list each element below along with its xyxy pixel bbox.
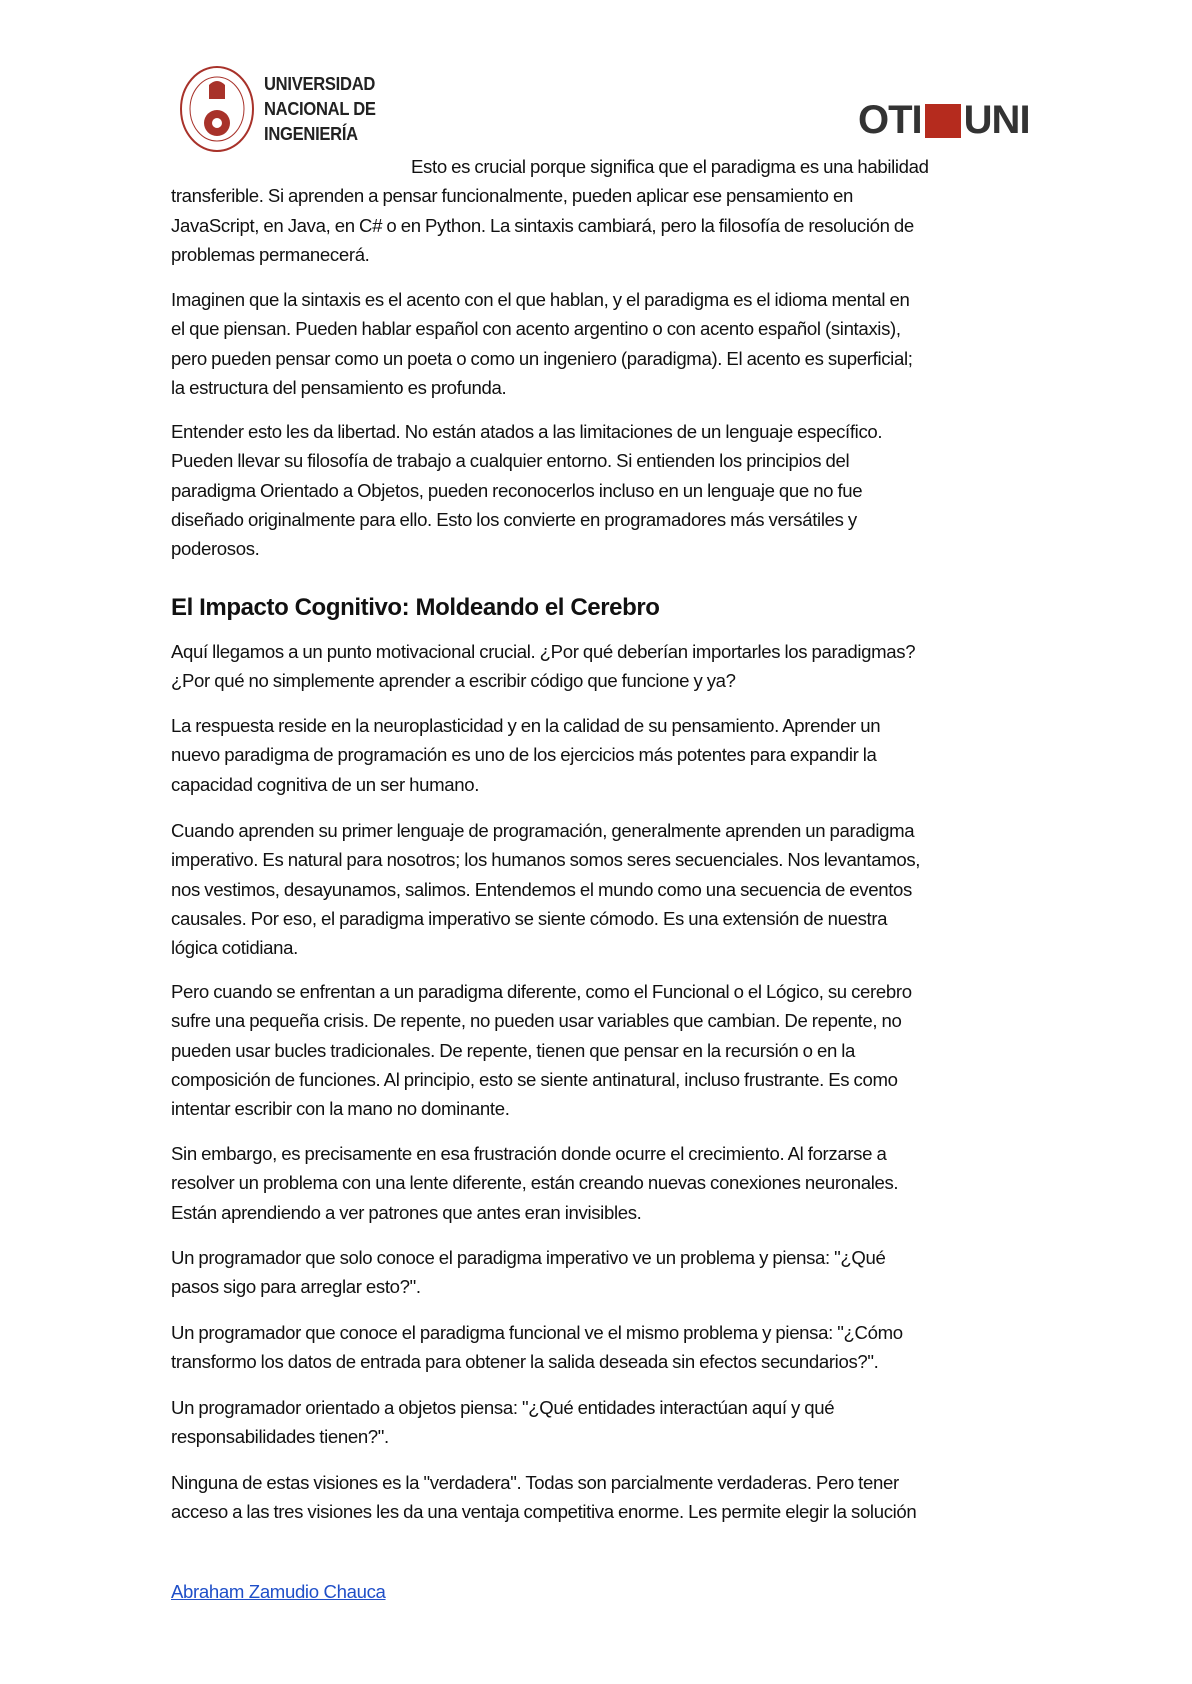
university-name-line: INGENIERÍA bbox=[264, 124, 358, 144]
text-line: pueden usar bucles tradicionales. De repente, tienen que pensar en la recursión o en la bbox=[171, 1039, 856, 1061]
paragraph bbox=[171, 1139, 1031, 1227]
text-line: Un programador que solo conoce el paradigma imperativo ve un problema y piensa: "¿Qué bbox=[171, 1247, 886, 1268]
text-line: Cuando aprenden su primer lenguaje de programación, generalmente aprenden un paradigma bbox=[171, 820, 915, 841]
paragraph bbox=[171, 417, 1031, 563]
author-link[interactable]: Abraham Zamudio Chauca bbox=[171, 1581, 386, 1602]
section-heading: El Impacto Cognitivo: Moldeando el Cerebro bbox=[171, 594, 660, 621]
oti-logo-text: OTI bbox=[858, 98, 922, 142]
text-line: transferible. Si aprenden a pensar funcionalmente, pueden aplicar ese pensamiento en bbox=[171, 185, 853, 207]
text-line: problemas permanecerá. bbox=[171, 243, 370, 265]
paragraph bbox=[171, 1468, 1031, 1527]
text-line: imperativo. Es natural para nosotros; los humanos somos seres secuenciales. Nos levantamos, bbox=[171, 849, 921, 871]
text-line: capacidad cognitiva de un ser humano. bbox=[171, 773, 480, 795]
paragraph bbox=[171, 711, 1031, 799]
university-name-line: UNIVERSIDAD bbox=[264, 74, 376, 94]
oti-uni-logo bbox=[858, 98, 1030, 143]
text-line: pasos sigo para arreglar esto?". bbox=[171, 1276, 421, 1298]
text-line: nos vestimos, desayunamos, salimos. Entendemos el mundo como una secuencia de eventos bbox=[171, 878, 912, 900]
text-line: Pueden llevar su filosofía de trabajo a cualquier entorno. Si entienden los principios del bbox=[171, 450, 850, 472]
text-line: Sin embargo, es precisamente en esa frustración donde ocurre el crecimiento. Al forzarse a bbox=[171, 1143, 887, 1164]
university-name-line: NACIONAL DE bbox=[264, 99, 376, 119]
paragraph bbox=[171, 1243, 1031, 1302]
text-line: composición de funciones. Al principio, esto se siente antinatural, incluso frustrante. Es como bbox=[171, 1068, 898, 1090]
text-line: ¿Por qué no simplemente aprender a escribir código que funcione y ya? bbox=[171, 670, 736, 692]
paragraph bbox=[171, 816, 1031, 962]
text-line: nuevo paradigma de programación es uno de los ejercicios más potentes para expandir la bbox=[171, 744, 877, 766]
text-line: Entender esto les da libertad. No están atados a las limitaciones de un lenguaje específico. bbox=[171, 421, 883, 442]
text-line: paradigma Orientado a Objetos, pueden reconocerlos incluso en un lenguaje que no fue bbox=[171, 479, 863, 501]
text-line: sufre una pequeña crisis. De repente, no pueden usar variables que cambian. De repente, no bbox=[171, 1010, 902, 1032]
paragraph bbox=[171, 1318, 1031, 1377]
text-line: la estructura del pensamiento es profunda. bbox=[171, 376, 507, 398]
paragraph bbox=[171, 285, 1031, 402]
text-line: poderosos. bbox=[171, 538, 260, 560]
text-line: Un programador orientado a objetos piensa: "¿Qué entidades interactúan aquí y qué bbox=[171, 1397, 835, 1418]
uni-seal-logo bbox=[179, 65, 255, 153]
paragraph bbox=[171, 637, 1031, 696]
text-line: causales. Por eso, el paradigma imperativo se siente cómodo. Es una extensión de nuestra bbox=[171, 907, 888, 929]
text-line: acceso a las tres visiones les da una ventaja competitiva enorme. Les permite elegir la solución bbox=[171, 1501, 917, 1523]
text-line: Imaginen que la sintaxis es el acento con el que hablan, y el paradigma es el idioma mental en bbox=[171, 289, 910, 310]
paragraph bbox=[171, 152, 1031, 269]
text-line: Un programador que conoce el paradigma funcional ve el mismo problema y piensa: "¿Cómo bbox=[171, 1322, 903, 1343]
text-line: JavaScript, en Java, en C# o en Python. La sintaxis cambiará, pero la filosofía de resolución de bbox=[171, 214, 914, 236]
text-line: Ninguna de estas visiones es la "verdadera". Todas son parcialmente verdaderas. Pero tener bbox=[171, 1472, 899, 1493]
paragraph bbox=[171, 1393, 1031, 1452]
university-name bbox=[264, 72, 376, 147]
oti-logo-text-uni: UNI bbox=[963, 98, 1030, 142]
paragraph bbox=[171, 977, 1031, 1123]
oti-logo-mark-icon bbox=[925, 104, 961, 138]
text-line: Pero cuando se enfrentan a un paradigma diferente, como el Funcional o el Lógico, su cerebro bbox=[171, 981, 912, 1002]
text-line: resolver un problema con una lente diferente, están creando nuevas conexiones neuronales. bbox=[171, 1172, 899, 1194]
text-line: pero pueden pensar como un poeta o como un ingeniero (paradigma). El acento es superficial; bbox=[171, 347, 913, 369]
text-line: Esto es crucial porque significa que el paradigma es una habilidad bbox=[411, 156, 929, 177]
text-line: lógica cotidiana. bbox=[171, 937, 298, 959]
text-line: La respuesta reside en la neuroplasticidad y en la calidad de su pensamiento. Aprender un bbox=[171, 715, 881, 736]
text-line: Están aprendiendo a ver patrones que antes eran invisibles. bbox=[171, 1201, 642, 1223]
text-line: intentar escribir con la mano no dominante. bbox=[171, 1098, 510, 1120]
text-line: Aquí llegamos a un punto motivacional crucial. ¿Por qué deberían importarles los paradigmas? bbox=[171, 641, 916, 662]
text-line: transformo los datos de entrada para obtener la salida deseada sin efectos secundarios?". bbox=[171, 1351, 879, 1373]
text-line: diseñado originalmente para ello. Esto los convierte en programadores más versátiles y bbox=[171, 508, 857, 530]
text-line: el que piensan. Pueden hablar español con acento argentino o con acento español (sintaxis), bbox=[171, 318, 901, 340]
text-line: responsabilidades tienen?". bbox=[171, 1426, 389, 1448]
